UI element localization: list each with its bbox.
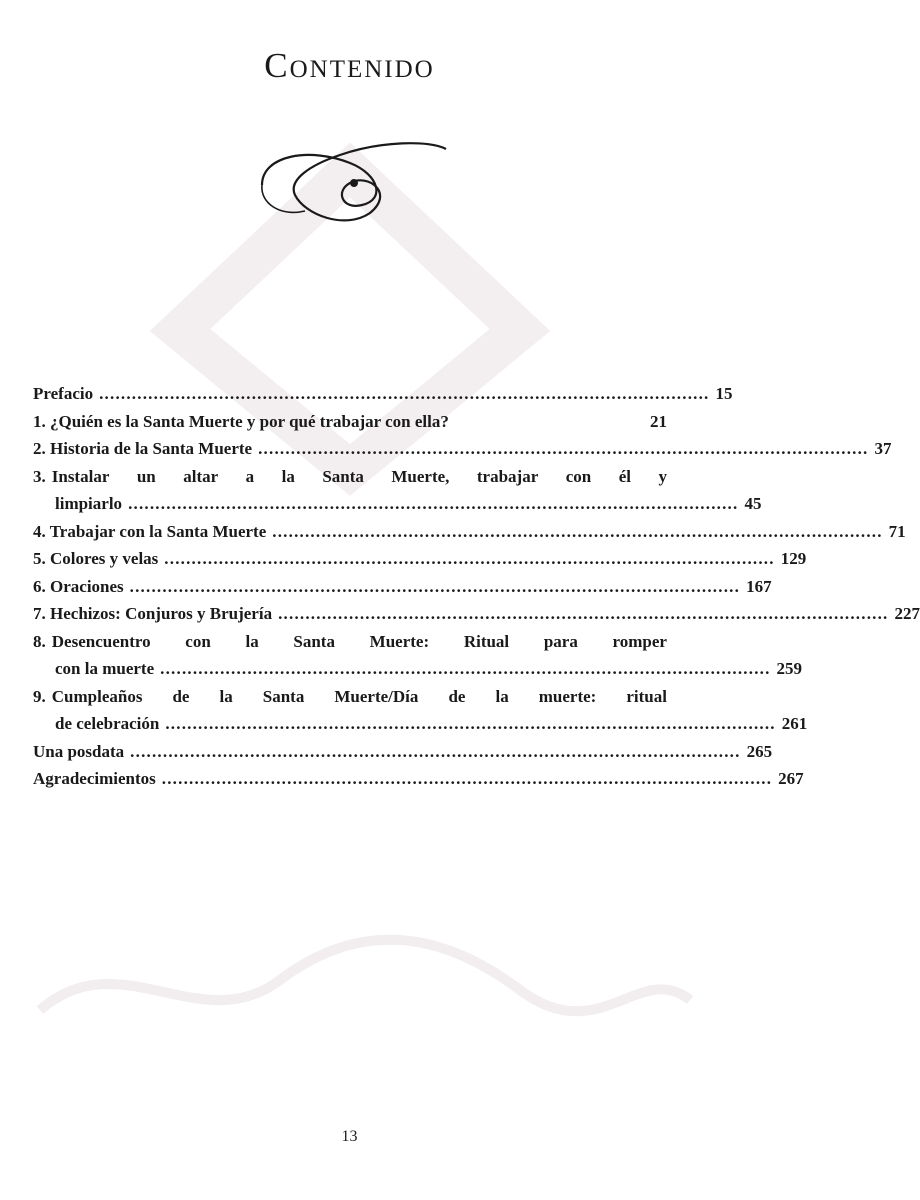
toc-entry-1[interactable]	[33, 408, 667, 436]
toc-page-number: 259	[776, 659, 803, 678]
toc-word: de	[448, 686, 466, 706]
toc-page-number: 227	[894, 604, 920, 623]
toc-entry-label: 6. Oraciones	[33, 576, 124, 596]
toc-entry-5[interactable]	[33, 545, 807, 573]
toc-word: Muerte:	[369, 631, 430, 651]
toc-word: un	[136, 466, 156, 486]
toc-page-number: 261	[781, 714, 808, 733]
toc-entry-label-line2: con la muerte	[55, 659, 155, 678]
toc-page-number: 129	[780, 549, 807, 568]
toc-word: Desencuentro	[51, 631, 151, 651]
toc-word: ritual	[626, 686, 667, 706]
toc-word: a	[245, 466, 255, 486]
toc-word: con	[185, 631, 211, 651]
toc-entry-7[interactable]	[33, 600, 920, 628]
toc-entry-agradecimientos[interactable]	[33, 765, 804, 793]
toc-word: para	[543, 631, 578, 651]
toc-entry-label: 1. ¿Quién es la Santa Muerte y por qué trabajar con ella?	[33, 411, 449, 431]
toc-word: Muerte/Día	[334, 686, 419, 706]
toc-word: trabajar	[476, 466, 539, 486]
toc-word: Cumpleaños	[51, 686, 143, 706]
dot-leader: ................................................................................................................	[161, 769, 773, 788]
toc-entry-number: 8.	[33, 631, 46, 651]
toc-page-number: 45	[744, 494, 762, 513]
dot-leader: ................................................................................................................	[99, 384, 710, 403]
toc-entry-label: Prefacio	[33, 384, 94, 403]
toc-word: él	[618, 466, 631, 486]
toc-word: Santa	[322, 466, 364, 486]
toc-page-number: 15	[715, 384, 733, 403]
toc-word: Instalar	[51, 466, 110, 486]
toc-entry-label: 5. Colores y velas	[33, 549, 159, 568]
toc-entry-2[interactable]	[33, 435, 892, 463]
toc-page-number: 71	[888, 521, 906, 541]
toc-entry-label-line1	[52, 683, 667, 711]
dot-leader: ................................................................................................................	[130, 741, 741, 761]
toc-entry-label: 2. Historia de la Santa Muerte	[33, 439, 253, 458]
toc-word: la	[219, 686, 233, 706]
toc-entry-8[interactable]	[33, 628, 803, 683]
dot-leader: ................................................................................................................	[272, 521, 883, 541]
toc-page-number: 37	[874, 439, 892, 458]
toc-word: Santa	[293, 631, 335, 651]
toc-entry-label: 4. Trabajar con la Santa Muerte	[33, 521, 267, 541]
dot-leader: ................................................................................................................	[129, 576, 741, 596]
toc-entry-9[interactable]	[33, 683, 808, 738]
dot-leader: ................................................................................................................	[258, 439, 869, 458]
toc-entry-6[interactable]	[33, 573, 772, 601]
toc-word: y	[658, 466, 667, 486]
toc-word: de	[172, 686, 190, 706]
flourish-ornament-icon	[250, 125, 450, 220]
toc-page-number: 267	[778, 769, 804, 788]
toc-word: la	[245, 631, 259, 651]
toc-entry-label: 7. Hechizos: Conjuros y Brujería	[33, 604, 273, 623]
toc-entry-posdata[interactable]	[33, 738, 773, 766]
toc-word: la	[281, 466, 295, 486]
toc-entry-label: Una posdata	[33, 741, 125, 761]
toc-entry-number: 9.	[33, 686, 46, 706]
toc-entry-label-line2: limpiarlo	[55, 494, 123, 513]
dot-leader: ................................................................................................................	[128, 494, 739, 513]
toc-word: Ritual	[463, 631, 510, 651]
dot-leader: ................................................................................................................	[160, 659, 771, 678]
toc-entry-label-line1	[52, 628, 667, 656]
toc-word: Santa	[262, 686, 305, 706]
toc-page-number: 167	[746, 576, 772, 596]
toc-word: Muerte,	[391, 466, 450, 486]
table-of-contents	[33, 380, 920, 793]
page-number: 13	[341, 1128, 358, 1145]
toc-entry-3[interactable]	[33, 463, 762, 518]
toc-entry-prefacio[interactable]	[33, 380, 733, 408]
toc-word: altar	[183, 466, 219, 486]
toc-entry-number: 3.	[33, 466, 46, 486]
toc-entry-label-line2: de celebración	[55, 714, 160, 733]
page-title: Contenido	[264, 46, 435, 85]
toc-entry-label-line1	[52, 463, 667, 491]
toc-page-number: 21	[650, 411, 667, 431]
dot-leader: ................................................................................................................	[164, 549, 775, 568]
toc-word: la	[495, 686, 509, 706]
toc-word: muerte:	[538, 686, 597, 706]
toc-page-number: 265	[746, 741, 773, 761]
toc-word: romper	[612, 631, 667, 651]
dot-leader: ................................................................................................................	[165, 714, 776, 733]
toc-word: con	[565, 466, 592, 486]
toc-entry-label: Agradecimientos	[33, 769, 156, 788]
toc-entry-4[interactable]	[33, 518, 906, 546]
dot-leader: ................................................................................................................	[278, 604, 889, 623]
